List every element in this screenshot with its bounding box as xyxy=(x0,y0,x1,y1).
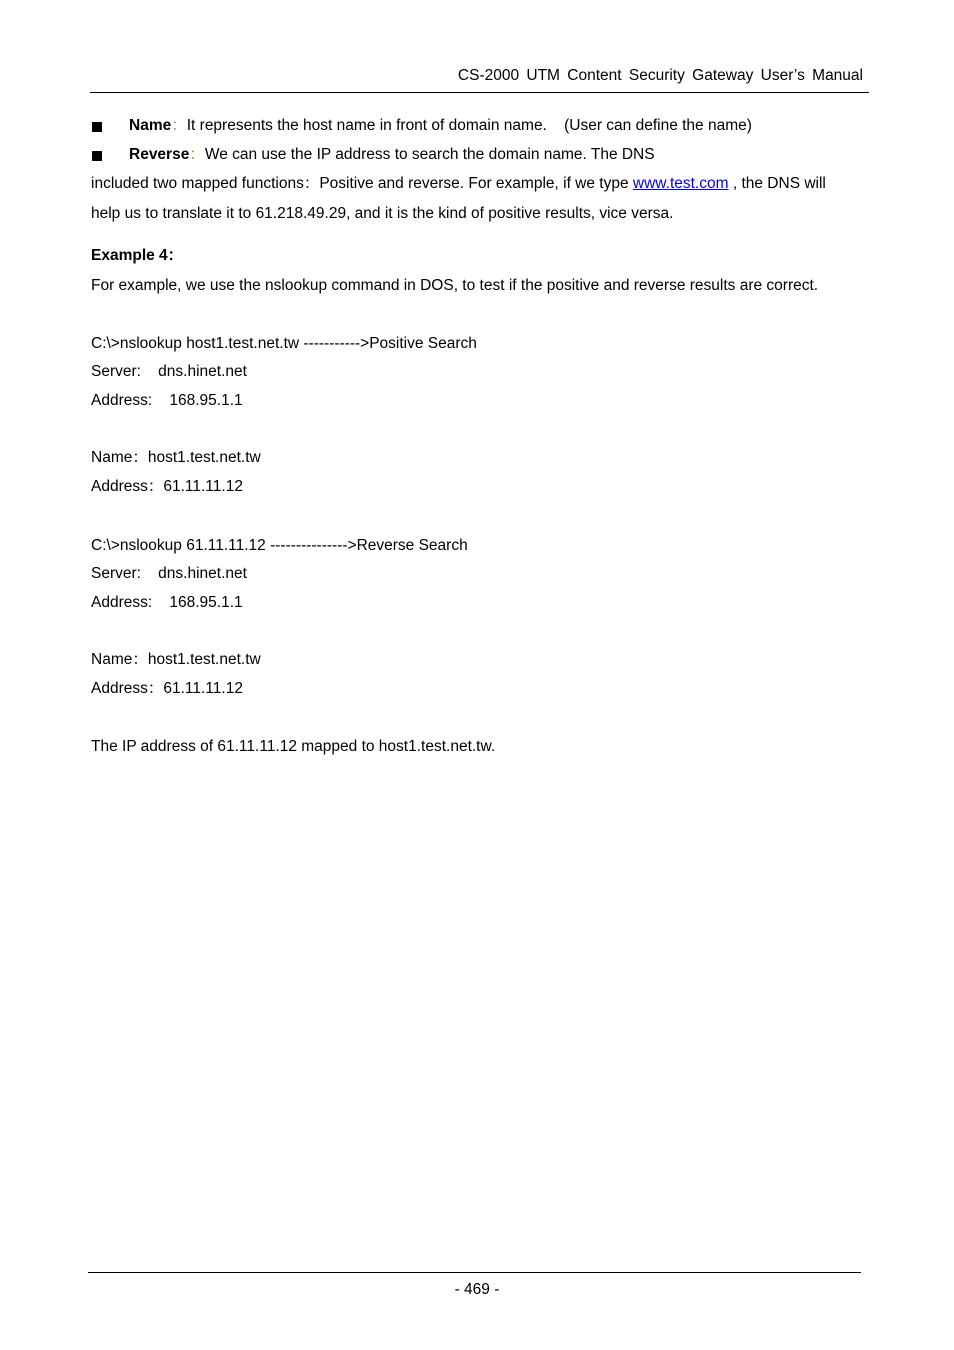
page-header-title: CS-2000 UTM Content Security Gateway User’s Manual xyxy=(457,67,863,84)
example-heading: Example 4： xyxy=(91,247,184,264)
reverse-command: C:\>nslookup 61.11.11.12 --------------->Reverse Search xyxy=(91,537,468,554)
positive-result-name: Name：host1.test.net.tw xyxy=(91,449,261,466)
page-number: - 469 - xyxy=(454,1281,500,1298)
bullet-name-text: It represents the host name in front of domain name. (User can define the name) xyxy=(186,117,752,134)
para-text-after-link: , the DNS will xyxy=(728,175,826,192)
bullet-reverse-text: We can use the IP address to search the domain name. The DNS xyxy=(204,146,655,163)
bullet-square-icon xyxy=(92,151,102,161)
positive-command: C:\>nslookup host1.test.net.tw ----------->Positive Search xyxy=(91,335,477,352)
reverse-result-name: Name：host1.test.net.tw xyxy=(91,651,261,668)
bullet-name-term: Name xyxy=(129,117,172,134)
para-text-before-link: included two mapped functions：Positive and reverse. For example, if we type xyxy=(91,175,633,192)
para-line-2: help us to translate it to 61.218.49.29, and it is the kind of positive results, vice versa. xyxy=(91,205,674,222)
bullet-reverse xyxy=(129,145,655,165)
para-line-1 xyxy=(91,174,826,194)
reverse-server-address: Address: 168.95.1.1 xyxy=(91,594,243,611)
positive-result-address: Address：61.11.11.12 xyxy=(91,478,243,495)
conclusion-text: The IP address of 61.11.11.12 mapped to host1.test.net.tw. xyxy=(91,738,496,755)
footer-rule xyxy=(88,1272,861,1273)
bullet-name-sep: ： xyxy=(171,117,187,134)
test-com-link[interactable]: www.test.com xyxy=(632,175,729,192)
reverse-result-address: Address：61.11.11.12 xyxy=(91,680,243,697)
bullet-reverse-sep: ： xyxy=(189,146,205,163)
positive-server-address: Address: 168.95.1.1 xyxy=(91,392,243,409)
bullet-square-icon xyxy=(92,122,102,132)
example-intro: For example, we use the nslookup command in DOS, to test if the positive and reverse results are correct. xyxy=(91,277,819,294)
bullet-name xyxy=(129,116,752,136)
header-rule xyxy=(90,92,869,93)
reverse-server: Server: dns.hinet.net xyxy=(91,565,247,582)
bullet-reverse-term: Reverse xyxy=(129,146,190,163)
positive-server: Server: dns.hinet.net xyxy=(91,363,247,380)
